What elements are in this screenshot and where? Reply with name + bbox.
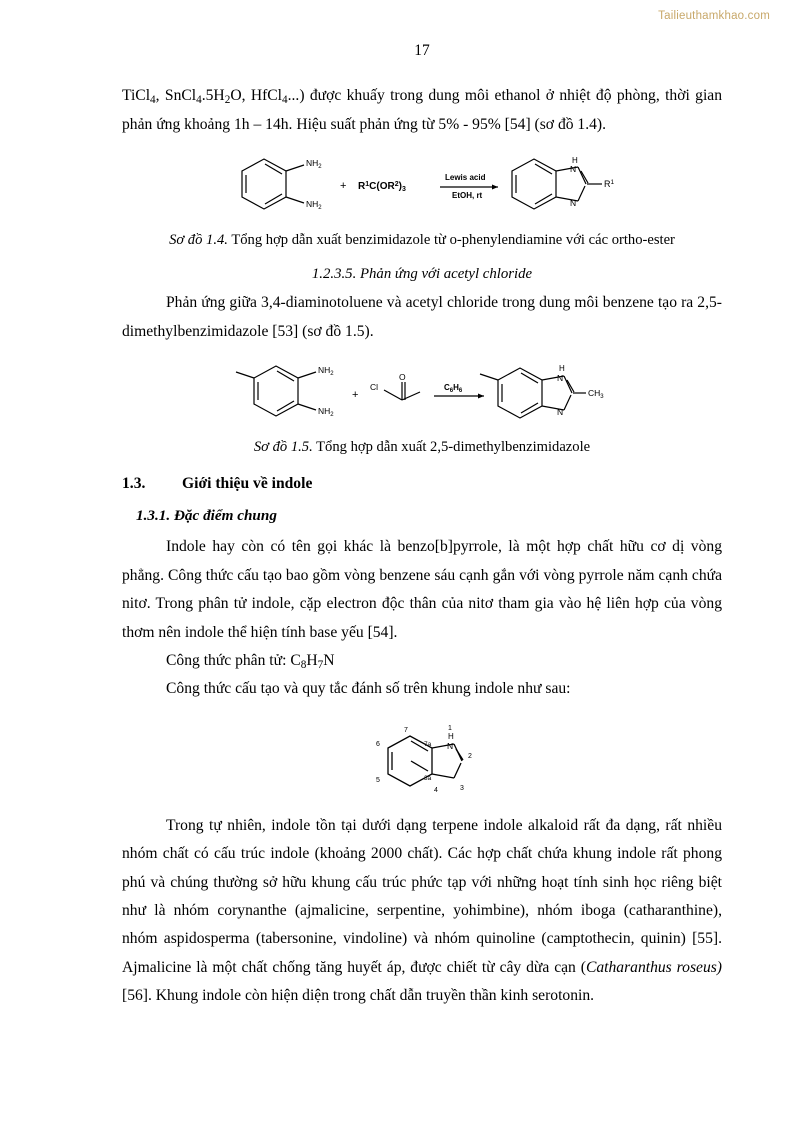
subheading-1-2-3-5: 1.2.3.5. Phản ứng với acetyl chloride [311, 266, 533, 283]
indole-structure-svg [342, 720, 502, 812]
formula-h: H [306, 651, 318, 669]
paragraph-natural-a: Trong tự nhiên, indole tồn tại dưới dạng terpene indole alkaloid rất đa dạng, rất nhiều nhóm chất có cấu trúc indole (khoảng 2000 chất). Các hợp chất chứa khung indole rất phong phú và chúng thường sở hữu khung cấu trúc phức tạp với những hoạt tính sinh học riêng biệt như là nhóm corynanthe (ajmalicine, serpentine, yohimbine), nhóm iboga (catharanthine), nhóm aspidosperma (tabersonine, vindoline) và nhóm quinoline (camptothecin, quinin) [55]. Ajmalicine là một chất chống tăng huyết áp, được chiết từ cây dừa cạn ( [122, 816, 722, 976]
arrow-label-top: Lewis acid [445, 172, 486, 182]
plus-sign: + [340, 179, 347, 192]
number-6: 6 [376, 740, 380, 748]
caption-scheme-1-4 [122, 229, 722, 252]
paragraph-natural-b: [56]. Khung indole còn hiện diện trong chất dẫn truyền thần kinh serotonin. [122, 987, 595, 1005]
formula-sub-7: 7 [317, 659, 324, 672]
scheme-1-4-svg [212, 153, 632, 223]
label-nh2-bottom-2: $NH_2$ [318, 406, 334, 419]
label-product2-h: H [559, 364, 565, 374]
paragraph-molecular-formula [122, 647, 722, 676]
paragraph-acetyl-chloride: Phản ứng giữa 3,4-diaminotoluene và acetyl chloride trong dung môi benzene tạo ra 2,5-dimethylbenzimidazole [53] (sơ đồ 1.5). [122, 294, 722, 340]
number-3a: 3a [424, 774, 432, 782]
label-product-n-top: N [570, 163, 577, 174]
arrow-label-bottom: EtOH, rt [452, 190, 483, 200]
plus-sign-2: + [352, 389, 359, 402]
page-number: 17 [414, 42, 430, 59]
number-7a: 7a [424, 740, 432, 748]
caption-1-4-text: Tổng hợp dẫn xuất benzimidazole từ o-phenylendiamine với các ortho-ester [227, 231, 675, 248]
paragraph-numbering-intro: Công thức cấu tạo và quy tắc đánh số trên khung indole như sau: [166, 680, 571, 698]
number-4: 4 [434, 786, 438, 794]
formula-n: N [323, 651, 335, 669]
caption-1-5-text: Tổng hợp dẫn xuất 2,5-dimethylbenzimidazole [312, 439, 591, 456]
paragraph-natural-indole [122, 812, 722, 1011]
heading-1-3-label: Giới thiệu về indole [182, 475, 313, 493]
label-product2-n-top: N [557, 373, 564, 384]
paragraph-intro: TiCl$_4$, $SnCl_4.5H_2O$, HfCl$_4$...) được khuấy trong dung môi ethanol ở nhiệt độ phòng, thời gian phản ứng khoảng 1h – 14h. Hiệu suất phản ứng từ 5% - 95% [54] (sơ đồ 1.4). [122, 87, 723, 133]
label-indole-h: H [448, 731, 454, 741]
heading-1-3-number: 1.3. [122, 475, 146, 493]
caption-1-5-number: Sơ đồ 1.5. [253, 439, 313, 456]
label-o: O [399, 372, 406, 383]
scheme-1-5-figure [122, 360, 722, 430]
label-product-n-bottom: N [570, 197, 577, 208]
number-3: 3 [460, 784, 464, 792]
label-product2-n-bottom: N [557, 407, 564, 418]
number-1: 1 [448, 724, 452, 732]
number-5: 5 [376, 776, 380, 784]
heading-1-3-1: 1.3.1. Đặc điểm chung [136, 507, 277, 525]
page-content [122, 42, 722, 1010]
number-2: 2 [468, 752, 472, 760]
indole-structure-figure [122, 720, 722, 812]
caption-1-4-number: Sơ đồ 1.4. [169, 231, 228, 248]
heading-1-3 [122, 475, 722, 493]
caption-scheme-1-5 [122, 436, 722, 459]
formula-prefix: Công thức phân tử: C [166, 651, 301, 669]
label-indole-n: N [447, 740, 454, 751]
label-product2-ch3: $CH_3$ [588, 388, 604, 401]
label-nh2-bottom: $NH_2$ [306, 198, 322, 211]
formula-sub-8: 8 [300, 659, 307, 672]
label-nh2-top: $NH_2$ [306, 157, 322, 170]
paragraph-indole-general: Indole hay còn có tên gọi khác là benzo[b]pyrrole, là một hợp chất hữu cơ dị vòng phẳng. Công thức cấu tạo bao gồm vòng benzene sáu cạnh gắn với vòng pyrrole năm cạnh chứa nitơ. Trong phân tử indole, cặp electron độc thân của nitơ tham gia vào hệ liên hợp của vòng thơm nên indole thể hiện tính base yếu [54]. [122, 538, 722, 641]
watermark-text: Tailieuthamkhao.com [658, 10, 770, 22]
number-7: 7 [404, 726, 408, 734]
species-name: Catharanthus roseus) [585, 958, 723, 976]
label-product-h: H [572, 155, 578, 165]
scheme-1-5-svg [222, 360, 622, 430]
label-product-r1: $R^1$ [604, 178, 615, 189]
label-cl: Cl [370, 382, 379, 393]
scheme-1-4-figure [122, 153, 722, 223]
label-solvent: $C_6H_6$ [444, 383, 463, 395]
label-nh2-top-2: $NH_2$ [318, 365, 334, 378]
label-orthoester: $R^1C(OR^2)_3$ [358, 180, 406, 193]
